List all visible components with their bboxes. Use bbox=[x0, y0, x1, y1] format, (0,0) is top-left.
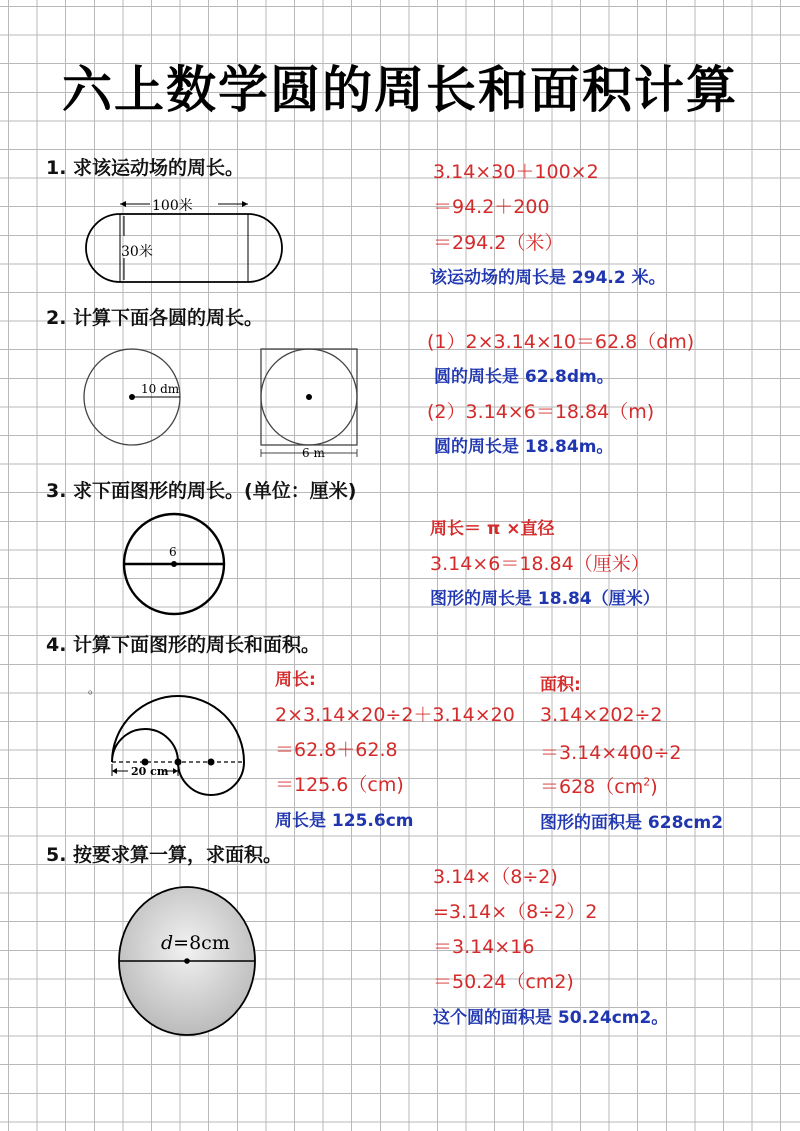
q1-question: 1. 求该运动场的周长。 bbox=[46, 157, 245, 179]
shaded-circle-label: d=8cm bbox=[161, 932, 230, 954]
q5-question: 5. 按要求算一算，求面积。 bbox=[46, 844, 283, 866]
q5-step-1: 3.14×（8÷2) bbox=[433, 866, 558, 888]
square-side-label: 6 m bbox=[302, 446, 325, 460]
q4-area-answer: 图形的面积是 628cm2 bbox=[540, 813, 724, 833]
q5-answer: 这个圆的面积是 50.24cm2。 bbox=[433, 1008, 669, 1028]
q2-question: 2. 计算下面各圆的周长。 bbox=[46, 307, 264, 329]
shaded-circle-figure bbox=[115, 885, 265, 1040]
q4-perimeter-step-3: ＝125.6（cm) bbox=[275, 774, 404, 796]
q4-perimeter-step-1: 2×3.14×20÷2＋3.14×20 bbox=[275, 704, 515, 726]
q2-answer-1: 圆的周长是 62.8dm。 bbox=[434, 367, 614, 387]
page-title: 六上数学圆的周长和面积计算 bbox=[62, 61, 738, 119]
q3-answer: 图形的周长是 18.84（厘米） bbox=[430, 589, 660, 609]
q3-formula: 周长＝ π ×直径 bbox=[430, 519, 555, 539]
q5-step-4: ＝50.24（cm2) bbox=[433, 971, 574, 993]
two-circles-figure bbox=[80, 345, 370, 460]
q2-step-1: (1）2×3.14×10＝62.8（dm) bbox=[427, 331, 695, 353]
q4-area-step-2: ＝3.14×400÷2 bbox=[540, 742, 682, 764]
q4-perimeter-answer: 周长是 125.6cm bbox=[275, 811, 414, 831]
q2-answer-2: 圆的周长是 18.84m。 bbox=[434, 437, 614, 457]
q5-step-3: ＝3.14×16 bbox=[433, 936, 535, 958]
q4-question: 4. 计算下面图形的周长和面积。 bbox=[46, 634, 321, 656]
stadium-width-label: 30米 bbox=[121, 244, 153, 260]
semicircle-figure bbox=[100, 690, 260, 790]
q2-step-2: (2）3.14×6＝18.84（m) bbox=[427, 401, 655, 423]
q1-step-1: 3.14×30＋100×2 bbox=[433, 161, 599, 183]
circle-diameter-label: 6 bbox=[169, 545, 177, 559]
q1-step-2: ＝94.2＋200 bbox=[433, 196, 550, 218]
q4-area-step-1: 3.14×202÷2 bbox=[540, 704, 663, 726]
q4-perimeter-step-2: ＝62.8＋62.8 bbox=[275, 739, 398, 761]
q3-step: 3.14×6＝18.84（厘米） bbox=[430, 553, 650, 575]
q4-dot: 。 bbox=[88, 682, 101, 696]
q5-step-2: =3.14×（8÷2）2 bbox=[433, 901, 598, 923]
q3-question: 3. 求下面图形的周长。(单位：厘米) bbox=[46, 480, 357, 502]
q1-answer: 该运动场的周长是 294.2 米。 bbox=[430, 268, 666, 288]
circle-diameter-figure bbox=[120, 510, 230, 620]
circle-radius-label: 10 dm bbox=[141, 382, 180, 396]
q4-area-step-3: $=628(cm^2)$ bbox=[540, 775, 658, 798]
stadium-length-label: 100米 bbox=[152, 198, 193, 214]
q4-perimeter-heading: 周长: bbox=[275, 670, 316, 690]
semicircle-length-label: 20 cm bbox=[131, 765, 169, 778]
q1-step-3: ＝294.2（米） bbox=[433, 232, 564, 254]
q4-area-heading: 面积: bbox=[540, 675, 581, 695]
